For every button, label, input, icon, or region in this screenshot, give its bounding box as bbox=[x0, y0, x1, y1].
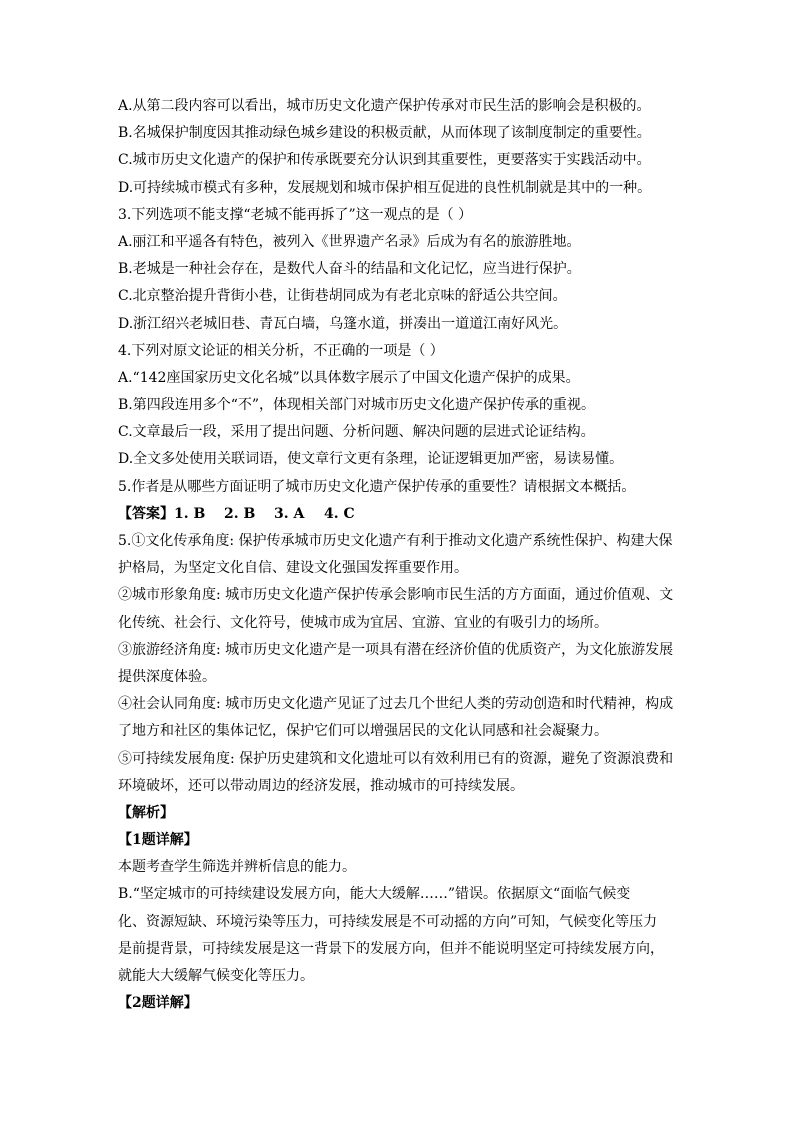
answer-5-line-1: 5.①文化传承角度: 保护传承城市历史文化遗产有利于推动文化遗产系统性保护、构建大保 bbox=[118, 533, 673, 549]
answer-5-line-2: 护格局，为坚定文化自信、建设文化强国发挥重要作用。 bbox=[118, 560, 468, 577]
q2-detail-label: 【2题详解】 bbox=[118, 995, 198, 1012]
q2-option-c: C.城市历史文化遗产的保护和传承既要充分认识到其重要性，更要落实于实践活动中。 bbox=[118, 152, 651, 169]
q5-stem: 5.作者是从哪些方面证明了城市历史文化遗产保护传承的重要性？请根据文本概括。 bbox=[118, 478, 636, 495]
q1-detail-line-1: 本题考查学生筛选并辨析信息的能力。 bbox=[118, 859, 356, 876]
answer-item-1: 1. B bbox=[174, 505, 206, 522]
q1-detail-line-3: 化、资源短缺、环境污染等压力，可持续发展是不可动摇的方向”可知，气候变化等压力 bbox=[118, 913, 658, 930]
q3-option-a: A.丽江和平遥各有特色，被列入《世界遗产名录》后成为有名的旅游胜地。 bbox=[118, 233, 581, 250]
answer-label: 【答案】 bbox=[118, 505, 174, 522]
q1-detail-line-4: 是前提背景，可持续发展是这一背景下的发展方向，但并不能说明坚定可持续发展方向， bbox=[118, 940, 664, 957]
q3-option-c: C.北京整治提升背街小巷，让街巷胡同成为有老北京味的舒适公共空间。 bbox=[118, 288, 567, 305]
answer-item-4: 4. C bbox=[324, 505, 355, 522]
answer-5-line-5: ③旅游经济角度: 城市历史文化遗产是一项具有潜在经济价值的优质资产，为文化旅游发展 bbox=[118, 641, 674, 658]
q1-detail-label: 【1题详解】 bbox=[118, 832, 198, 849]
q3-option-d: D.浙江绍兴老城旧巷、青瓦白墙，乌篷水道，拼凑出一道道江南好风光。 bbox=[118, 315, 568, 332]
analysis-label: 【解析】 bbox=[118, 804, 174, 821]
q3-option-b: B.老城是一种社会存在，是数代人奋斗的结晶和文化记忆，应当进行保护。 bbox=[118, 261, 581, 278]
answer-5-line-10: 环境破坏，还可以带动周边的经济发展，推动城市的可持续发展。 bbox=[118, 777, 524, 794]
answer-5-line-4: 化传统、社会行、文化符号，使城市成为宜居、宜游、宜业的有吸引力的场所。 bbox=[118, 614, 608, 631]
answer-5-line-6: 提供深度体验。 bbox=[118, 668, 216, 685]
q4-option-c: C.文章最后一段，采用了提出问题、分析问题、解决问题的层进式论证结构。 bbox=[118, 424, 595, 441]
answer-line bbox=[118, 501, 684, 528]
answer-item-3: 3. A bbox=[274, 505, 305, 522]
q2-option-d: D.可持续城市模式有多种，发展规划和城市保护相互促进的良性机制就是其中的一种。 bbox=[118, 179, 652, 196]
answer-5-line-3: ②城市形象角度: 城市历史文化遗产保护传承会影响市民生活的方方面面，通过价值观、文 bbox=[118, 587, 674, 604]
q3-stem: 3.下列选项不能支撑“老城不能再拆了”这一观点的是（ ） bbox=[118, 206, 473, 223]
q1-detail-line-5: 就能大大缓解气候变化等压力。 bbox=[118, 968, 314, 984]
q4-option-b: B.第四段连用多个“不”，体现相关部门对城市历史文化遗产保护传承的重视。 bbox=[118, 397, 596, 414]
answer-5-line-9: ⑤可持续发展角度: 保护历史建筑和文化遗址可以有效利用已有的资源，避免了资源浪费和 bbox=[118, 750, 674, 767]
q4-stem: 4.下列对原文论证的相关分析，不正确的一项是（ ） bbox=[118, 342, 444, 359]
q4-option-d: D.全文多处使用关联词语，使文章行文更有条理，论证逻辑更加严密，易读易懂。 bbox=[118, 451, 624, 468]
q1-detail-line-2: B.“坚定城市的可持续建设发展方向，能大大缓解……”错误。依据原文“面临气候变 bbox=[118, 886, 631, 903]
answer-5-line-7: ④社会认同角度: 城市历史文化遗产见证了过去几个世纪人类的劳动创造和时代精神，构成 bbox=[118, 696, 674, 713]
document-page bbox=[118, 93, 684, 1017]
q4-option-a: A.“142座国家历史文化名城”以具体数字展示了中国文化遗产保护的成果。 bbox=[118, 369, 580, 386]
q2-option-b: B.名城保护制度因其推动绿色城乡建设的积极贡献，从而体现了该制度制定的重要性。 bbox=[118, 125, 651, 142]
answer-5-line-8: 了地方和社区的集体记忆，保护它们可以增强居民的文化认同感和社会凝聚力。 bbox=[118, 723, 608, 740]
q2-option-a: A.从第二段内容可以看出，城市历史文化遗产保护传承对市民生活的影响会是积极的。 bbox=[118, 98, 651, 114]
answer-item-2: 2. B bbox=[224, 505, 256, 522]
